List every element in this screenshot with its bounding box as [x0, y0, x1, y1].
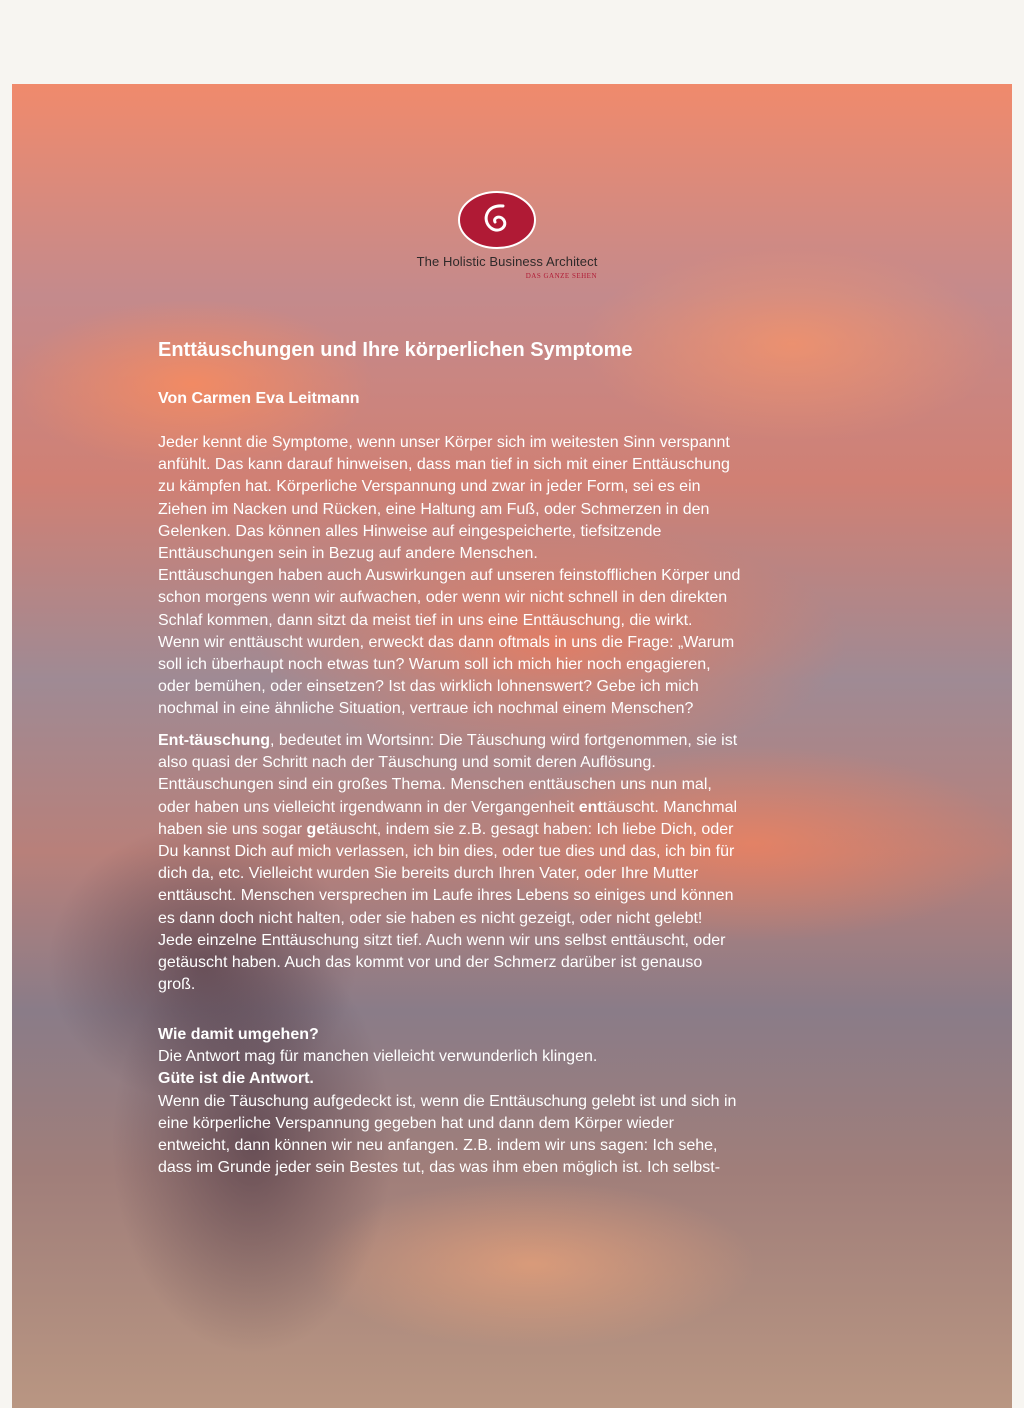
article-author: Von Carmen Eva Leitmann — [158, 390, 360, 407]
text-line: Enttäuschungen haben auch Auswirkungen auf unseren feinstofflichen Körper und — [158, 567, 741, 585]
text-line: oder bemühen, oder einsetzen? Ist das wirklich lohnenswert? Gebe ich mich — [158, 678, 699, 696]
text-line: Du kannst Dich auf mich verlassen, ich bin dies, oder tue dies und das, ich bin für — [158, 843, 735, 861]
section-heading — [158, 1024, 874, 1046]
text-line — [158, 797, 874, 819]
text-segment: oder haben uns vielleicht irgendwann in der Vergangenheit — [158, 798, 579, 816]
text-segment: täuscht, indem sie z.B. gesagt haben: Ich liebe Dich, oder — [325, 820, 734, 838]
text-line: entweicht, dann können wir neu anfangen. Z.B. indem wir uns sagen: Ich sehe, — [158, 1137, 718, 1155]
paragraph-definition — [158, 730, 874, 996]
text-line: nochmal in eine ähnliche Situation, vertraue ich nochmal einem Menschen? — [158, 700, 694, 718]
bold-term: Ent-täuschung — [158, 732, 270, 749]
text-line: groß. — [158, 976, 196, 994]
text-line: es dann doch nicht halten, oder sie haben es nicht gezeigt, oder nicht gelebt! — [158, 909, 703, 927]
text-segment: , bedeutet im Wortsinn: Die Täuschung wird fortgenommen, sie ist — [270, 732, 738, 749]
text-line: Enttäuschungen sein in Bezug auf andere Menschen. — [158, 545, 538, 563]
paragraph-answer — [158, 1024, 874, 1179]
text-line: Enttäuschungen sind ein großes Thema. Menschen enttäuschen uns nun mal, — [158, 776, 712, 794]
heading-text: Güte ist die Antwort. — [158, 1070, 314, 1088]
text-line: Wenn wir enttäuscht wurden, erweckt das dann oftmals in uns die Frage: „Warum — [158, 633, 735, 651]
bold-term: ge — [306, 820, 326, 838]
company-name: The Holistic Business Architect — [416, 254, 598, 269]
text-line: Wenn die Täuschung aufgedeckt ist, wenn die Enttäuschung gelebt ist und sich in — [158, 1092, 737, 1110]
swirl-logo-icon — [457, 190, 537, 250]
text-line: eine körperliche Verspannung gegeben hat und dann dem Körper wieder — [158, 1114, 674, 1132]
text-line: schon morgens wenn wir aufwachen, oder wenn wir nicht schnell in den direkten — [158, 589, 728, 607]
text-line: Gelenken. Das können alles Hinweise auf eingespeicherte, tiefsitzende — [158, 522, 662, 540]
text-line: Die Antwort mag für manchen vielleicht verwunderlich klingen. — [158, 1048, 598, 1066]
text-line: soll ich überhaupt noch etwas tun? Warum soll ich mich hier noch engagieren, — [158, 656, 711, 674]
text-line: getäuscht haben. Auch das kommt vor und der Schmerz darüber ist genauso — [158, 954, 703, 972]
bold-term: ent — [578, 798, 603, 816]
text-line: Schlaf kommen, dann sitzt da meist tief in uns eine Enttäuschung, die wirkt. — [158, 611, 693, 629]
text-segment: täuscht. Manchmal — [602, 798, 738, 816]
heading-text: Wie damit umgehen? — [158, 1026, 319, 1043]
text-line: enttäuscht. Menschen versprechen im Laufe ihres Lebens so einiges und können — [158, 887, 734, 905]
company-logo — [397, 190, 617, 286]
article-title: Enttäuschungen und Ihre körperlichen Symptome — [158, 339, 633, 361]
company-tagline: DAS GANZE SEHEN — [525, 272, 597, 280]
text-line: Jede einzelne Enttäuschung sitzt tief. Auch wenn wir uns selbst enttäuscht, oder — [158, 931, 726, 949]
section-heading — [158, 1068, 874, 1090]
page-sheet — [12, 84, 1012, 1408]
text-line: Ziehen im Nacken und Rücken, eine Haltung am Fuß, oder Schmerzen in den — [158, 500, 710, 518]
text-segment: haben sie uns sogar — [158, 820, 307, 838]
paragraph-intro — [158, 432, 874, 721]
text-line — [158, 730, 874, 752]
text-line: Jeder kennt die Symptome, wenn unser Körper sich im weitesten Sinn verspannt — [158, 434, 730, 451]
text-line: dass im Grunde jeder sein Bestes tut, das was ihm eben möglich ist. Ich selbst- — [158, 1159, 721, 1177]
text-line: dich da, etc. Vielleicht wurden Sie bereits durch Ihren Vater, oder Ihre Mutter — [158, 865, 699, 883]
text-line: anfühlt. Das kann darauf hinweisen, dass man tief in sich mit einer Enttäuschung — [158, 456, 730, 474]
text-line — [158, 819, 874, 841]
text-line: zu kämpfen hat. Körperliche Verspannung und zwar in jeder Form, sei es ein — [158, 478, 701, 496]
text-line: also quasi der Schritt nach der Täuschung und somit deren Auflösung. — [158, 754, 656, 772]
